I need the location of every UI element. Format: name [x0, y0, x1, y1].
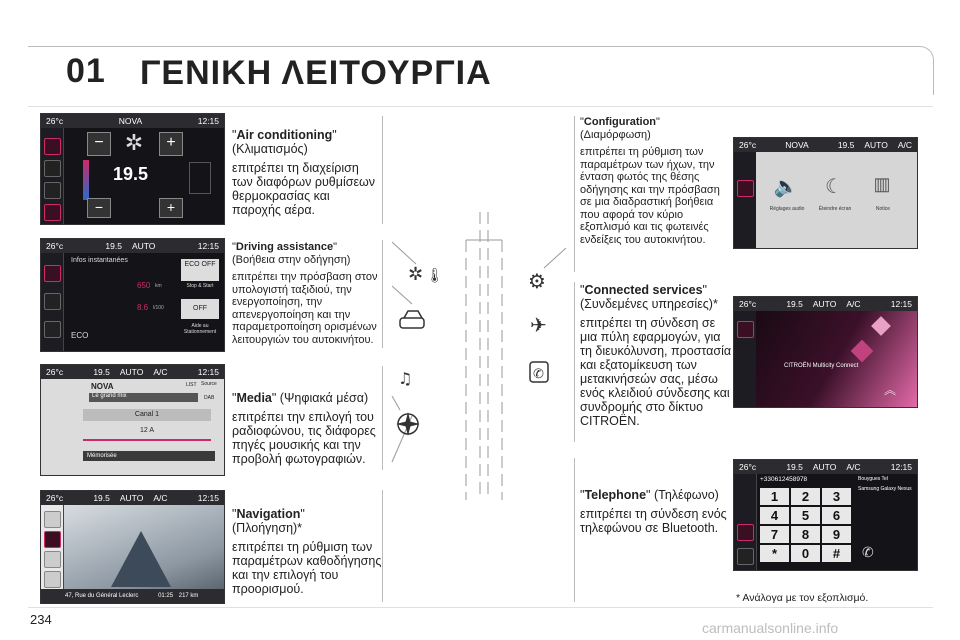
screen-sidebar: [41, 128, 64, 224]
sidebar-button[interactable]: [44, 321, 61, 338]
distance-readout: 217 km: [178, 593, 199, 599]
section-body: επιτρέπει τη ρύθμιση των παραμέτρων καθοδήγησης και την επιλογή του προορισμού.: [232, 540, 382, 596]
handset-icon[interactable]: ✆: [862, 544, 874, 560]
screen-off-label: Éteindre écran: [818, 206, 852, 212]
divider-line: [574, 458, 575, 602]
ac-readout: A/C: [153, 493, 168, 503]
source-button[interactable]: Source: [201, 381, 217, 387]
sidebar-button[interactable]: [737, 180, 754, 197]
eco-label: ECO: [71, 331, 89, 340]
minus-fan-button[interactable]: −: [87, 132, 111, 156]
ac-readout: A/C: [897, 140, 913, 150]
fan-icon: ✲: [124, 130, 144, 155]
temperature-readout: 26°c: [46, 116, 64, 126]
section-subtitle: (Πλοήγηση)*: [232, 521, 303, 535]
svg-text:✆: ✆: [533, 367, 544, 382]
connected-services-screen: [733, 296, 918, 408]
time-readout: 12:15: [197, 493, 220, 503]
plus-temp-button[interactable]: +: [159, 198, 183, 218]
console-diagram: [384, 200, 574, 500]
ac-readout: A/C: [153, 367, 168, 377]
svg-text:♫: ♫: [398, 369, 413, 388]
keypad-key[interactable]: 3: [822, 488, 851, 505]
keypad-key[interactable]: 0: [791, 545, 820, 562]
sidebar-button[interactable]: [44, 293, 61, 310]
divider-line: [382, 366, 383, 470]
configuration-screen: [733, 137, 918, 249]
notice-label: Notice: [875, 206, 891, 212]
sidebar-button[interactable]: [44, 571, 61, 588]
section-name: Air conditioning: [236, 128, 333, 142]
sidebar-button[interactable]: [44, 531, 61, 548]
divider-line: [382, 490, 383, 602]
auto-readout: AUTO: [119, 493, 144, 503]
temperature-readout: 26°c: [739, 462, 757, 472]
list-button[interactable]: LIST: [186, 382, 197, 388]
section-name: Media: [236, 391, 272, 405]
sidebar-button[interactable]: [44, 265, 61, 282]
screen-sidebar: [734, 311, 757, 407]
car-icon: [400, 311, 424, 328]
section-body: επιτρέπει την επιλογή του ραδιοφώνου, τις διάφορες πηγές μουσικής και την προβολή φωτογραφιών.: [232, 410, 376, 466]
sidebar-button[interactable]: [44, 511, 61, 528]
quote-close: ": [332, 128, 337, 142]
range-unit: km: [155, 283, 162, 289]
connect-brand: CITROËN Multicity Connect: [784, 363, 859, 369]
audio-settings-label: Réglages audio: [769, 206, 805, 212]
park-assist-label: Aide au Stationnement: [183, 323, 217, 335]
channel-item[interactable]: Canal 1: [83, 409, 211, 421]
time-readout: 12:15: [197, 116, 220, 126]
section-name: Configuration: [583, 116, 657, 128]
nav-info-bar: [41, 589, 224, 603]
carrier-name: Bouygues Tel: [858, 476, 888, 482]
music-icon: [398, 369, 412, 388]
screen-sidebar: [734, 152, 757, 248]
svg-text:✈: ✈: [530, 313, 547, 337]
setpoint-readout: 19.5: [105, 241, 122, 251]
sidebar-button[interactable]: [737, 524, 754, 541]
ac-readout: A/C: [846, 299, 861, 309]
keypad-key[interactable]: 7: [760, 526, 789, 543]
show-name: Le grand mix: [89, 393, 198, 402]
air-conditioning-screen: [40, 113, 225, 225]
sidebar-button[interactable]: [44, 551, 61, 568]
setpoint-readout: 19.5: [93, 493, 110, 503]
keypad-key[interactable]: 2: [791, 488, 820, 505]
section-subtitle: (Διαμόρφωση): [580, 128, 651, 141]
status-bar: [734, 460, 917, 474]
status-bar: [41, 365, 224, 379]
ac-readout: A/C: [846, 462, 861, 472]
air-conditioning-icon: [408, 264, 444, 285]
auto-readout: AUTO: [812, 462, 837, 472]
citroen-logo-icon: ︽: [884, 383, 897, 397]
info-title: Infos instantanées: [71, 257, 128, 264]
minus-temp-button[interactable]: −: [87, 198, 111, 218]
driving-assistance-screen: [40, 238, 225, 352]
setpoint-readout: 19.5: [837, 140, 855, 150]
sidebar-button[interactable]: [737, 321, 754, 338]
watermark: carmanualsonline.info: [702, 620, 839, 636]
status-bar: [734, 297, 917, 311]
auto-button[interactable]: [44, 204, 61, 221]
divider-line: [574, 282, 575, 442]
section-body: επιτρέπει την πρόσβαση στον υπολογιστή ταξιδιού, την ενεργοποίηση, την απενεργοποίηση και την παραμετροποίηση ορισμένων λειτουργιών του αυτοκινήτου.: [232, 271, 378, 346]
section-name: Navigation: [236, 507, 301, 521]
tuning-bar: [83, 439, 211, 441]
keypad-key[interactable]: 9: [822, 526, 851, 543]
section-body: επιτρέπει τη διαχείριση των διαφόρων ρυθμίσεων θερμοκρασίας και παροχής αέρα.: [232, 161, 376, 217]
screen-sidebar: [41, 253, 64, 351]
source-readout: NOVA: [785, 140, 809, 150]
station-name: NOVA: [91, 382, 114, 391]
page-number: 234: [30, 612, 52, 627]
compass-icon: [396, 412, 420, 436]
temperature-readout: 26°c: [739, 140, 757, 150]
keypad-key[interactable]: 1: [760, 488, 789, 505]
keypad-key[interactable]: 8: [791, 526, 820, 543]
dab-button[interactable]: DAB: [204, 395, 215, 401]
status-bar: [734, 138, 917, 152]
temperature-readout: 26°c: [739, 299, 757, 309]
divider-line: [382, 116, 383, 224]
route-icon: [111, 531, 171, 587]
section-body: επιτρέπει τη σύνδεση ενός τηλεφώνου σε Bluetooth.: [580, 507, 727, 535]
section-subtitle: " (Τηλέφωνο): [646, 488, 719, 502]
status-bar: [41, 239, 224, 253]
time-readout: 12:15: [197, 367, 220, 377]
auto-readout: AUTO: [812, 299, 837, 309]
section-body: επιτρέπει τη ρύθμιση των παραμέτρων των ήχων, την ένταση φωτός της θέσης οδήγησης και την πρόσβαση σε μια διαδραστική βοήθεια που αφορά τον κύριο εξοπλισμό και τις φωτεινές ενδείξεις του αυτοκινήτου.: [580, 146, 720, 246]
recirc-button[interactable]: [44, 160, 61, 177]
air-conditioning-text: [232, 128, 382, 217]
navigation-screen: [40, 490, 225, 604]
time-readout: 12:15: [890, 462, 913, 472]
stop-start-label: Stop & Start: [186, 283, 214, 289]
status-bar: [41, 491, 224, 505]
keypad-key[interactable]: 5: [791, 507, 820, 524]
keypad-key[interactable]: 4: [760, 507, 789, 524]
moon-icon[interactable]: ☾: [825, 176, 843, 198]
park-assist-button[interactable]: OFF: [181, 299, 219, 319]
footnote: * Ανάλογα με τον εξοπλισμό.: [736, 592, 869, 604]
auto-readout: AUTO: [131, 241, 156, 251]
section-name: Driving assistance: [235, 241, 334, 253]
time-readout: 12:15: [890, 299, 913, 309]
divider-line: [382, 240, 383, 348]
svg-text:🌡: 🌡: [426, 268, 444, 284]
ac-button[interactable]: [44, 138, 61, 155]
rear-defrost-button[interactable]: [44, 182, 61, 199]
connected-services-text: "Connected services" (Συνδεμένες υπηρεσίες)* επιτρέπει τη σύνδεση σε μια πύλη εφαρμογών, για τη διευκόλυνση, προστασία και εξατομίκευση των μετακινήσεών σας, μέσω ενός κλειδιού σύνδεσης και συνδρομής στο δίκτυο CITROËN.: [580, 283, 732, 428]
range-value: 650: [137, 281, 151, 290]
svg-text:✲: ✲: [408, 264, 424, 285]
consumption-value: 8.6: [137, 303, 149, 312]
temperature-readout: 26°c: [46, 241, 64, 251]
auto-readout: AUTO: [119, 367, 144, 377]
consumption-unit: l/100: [153, 305, 164, 311]
settings-icon: [528, 269, 546, 293]
sidebar-button[interactable]: [737, 548, 754, 565]
keypad-key[interactable]: *: [760, 545, 789, 562]
telephone-icon: [530, 362, 548, 382]
chapter-number: 01: [66, 52, 106, 90]
section-subtitle: (Συνδεμένες υπηρεσίες)*: [580, 297, 718, 311]
eco-off-button[interactable]: ECO OFF: [181, 259, 219, 281]
driving-assistance-text: "Driving assistance" (Βοήθεια στην οδήγηση) επιτρέπει την πρόσβαση στον υπολογιστή ταξιδιού, την ενεργοποίηση, την απενεργοποίηση και την παραμετροποίηση ορισμένων λειτουργιών του αυτοκινήτου.: [232, 241, 382, 346]
temperature-readout: 26°c: [46, 367, 64, 377]
screen-sidebar: [734, 474, 757, 570]
frequency-item: 12 A: [139, 427, 154, 434]
section-subtitle: " (Ψηφιακά μέσα): [271, 391, 369, 405]
setpoint-readout: 19.5: [93, 367, 110, 377]
chapter-title: ΓΕΝΙΚΗ ΛΕΙΤΟΥΡΓΙΑ: [140, 54, 492, 92]
section-name: Connected services: [584, 283, 703, 297]
setpoint-readout: 19.5: [786, 462, 803, 472]
navigation-text: "Navigation" (Πλοήγηση)* επιτρέπει τη ρύθμιση των παραμέτρων καθοδήγησης και την επιλογή του προορισμού.: [232, 507, 382, 596]
connected-services-icon: [530, 313, 547, 337]
time-readout: 12:15: [197, 241, 219, 251]
plus-fan-button[interactable]: +: [159, 132, 183, 156]
seat-icon: [189, 162, 211, 194]
device-name: Samsung Galaxy Nexus: [858, 486, 912, 492]
book-icon[interactable]: ▥: [873, 174, 891, 194]
section-name: Telephone: [584, 488, 647, 502]
temperature-setpoint: 19.5: [113, 164, 149, 184]
temperature-readout: 26°c: [46, 493, 64, 503]
telephone-screen: [733, 459, 918, 571]
source-readout: NOVA: [118, 116, 143, 126]
address-readout: 47, Rue du Général Leclerc: [65, 593, 139, 599]
auto-readout: AUTO: [864, 140, 888, 150]
dialled-number: +330612458978: [760, 476, 808, 483]
quote-open: ": [232, 128, 237, 142]
memorised-item[interactable]: Mémorisée: [83, 451, 215, 461]
svg-text:⚙: ⚙: [528, 269, 546, 293]
keypad-key[interactable]: 6: [822, 507, 851, 524]
keypad: [760, 488, 854, 568]
telephone-text: "Telephone" (Τηλέφωνο) επιτρέπει τη σύνδεση ενός τηλεφώνου σε Bluetooth.: [580, 488, 732, 535]
status-bar: [41, 114, 224, 128]
section-body: επιτρέπει τη σύνδεση σε μια πύλη εφαρμογών, για τη διευκόλυνση, προστασία και εξατομίκευση των μετακινήσεών σας, μέσω ενός κλειδιού σύνδεσης και συνδρομής στο δίκτυο CITROËN.: [580, 316, 732, 428]
speaker-icon[interactable]: 🔈: [773, 176, 799, 198]
section-subtitle: (Κλιματισμός): [232, 142, 308, 156]
section-subtitle: " (Βοήθεια στην οδήγηση): [232, 241, 351, 266]
temp-gauge: [83, 160, 89, 200]
configuration-text: "Configuration" (Διαμόρφωση) επιτρέπει τη ρύθμιση των παραμέτρων των ήχων, την ένταση φωτός της θέσης οδήγησης και την πρόσβαση σε μια διαδραστική βοήθεια που αφορά τον κύριο εξοπλισμό και τις φωτεινές ενδείξεις του αυτοκινήτου.: [580, 116, 732, 246]
keypad-key[interactable]: #: [822, 545, 851, 562]
setpoint-readout: 19.5: [786, 299, 803, 309]
media-text: "Media" (Ψηφιακά μέσα) επιτρέπει την επιλογή του ραδιοφώνου, τις διάφορες πηγές μουσικής και την προβολή φωτογραφιών.: [232, 391, 382, 466]
eta-readout: 01:25: [158, 593, 174, 599]
media-screen: [40, 364, 225, 476]
divider-line: [574, 116, 575, 272]
